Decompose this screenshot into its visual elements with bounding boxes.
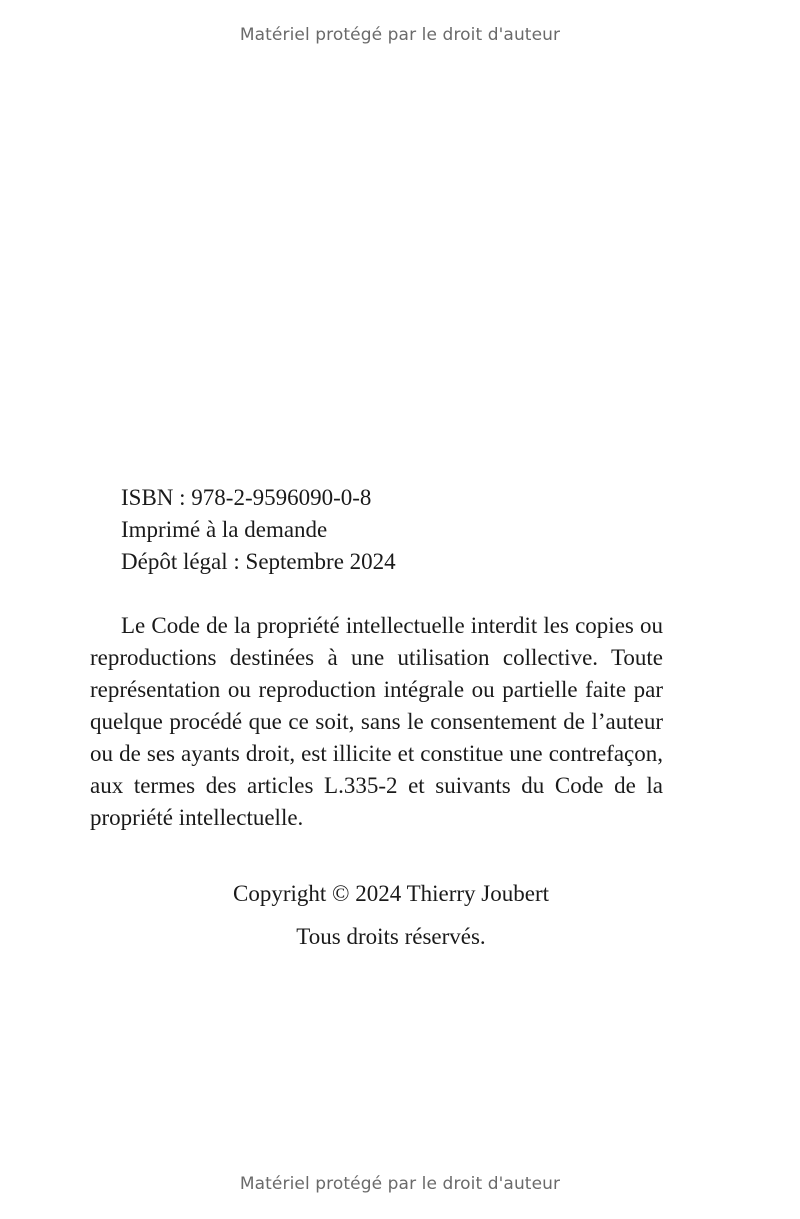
- printing-line: Imprimé à la demande: [121, 517, 328, 542]
- rights-reserved-line: Tous droits réservés.: [296, 924, 486, 949]
- copyright-line: Copyright © 2024 Thierry Joubert: [232, 881, 549, 906]
- legal-deposit-line: Dépôt légal : Septembre 2024: [121, 549, 396, 574]
- watermark-bottom: Matériel protégé par le droit d'auteur: [239, 1174, 561, 1194]
- legal-info: [121, 482, 396, 578]
- copyright-notice-paragraph: Le Code de la propriété intellectuelle interdit les copies ou reproductions destinées à une utilisation collective. Toute représentation ou reproduction intégrale ou partielle faite par quelque procédé que ce soit, sans le consentement de l’auteur ou de ses ayants droit, est illicite et constitue une contrefaçon, aux termes des articles L.335-2 et suivants du Code de la propriété intellectuelle.: [90, 613, 663, 830]
- isbn-line: ISBN : 978-2-9596090-0-8: [121, 485, 372, 510]
- watermark-top: Matériel protégé par le droit d'auteur: [239, 25, 561, 45]
